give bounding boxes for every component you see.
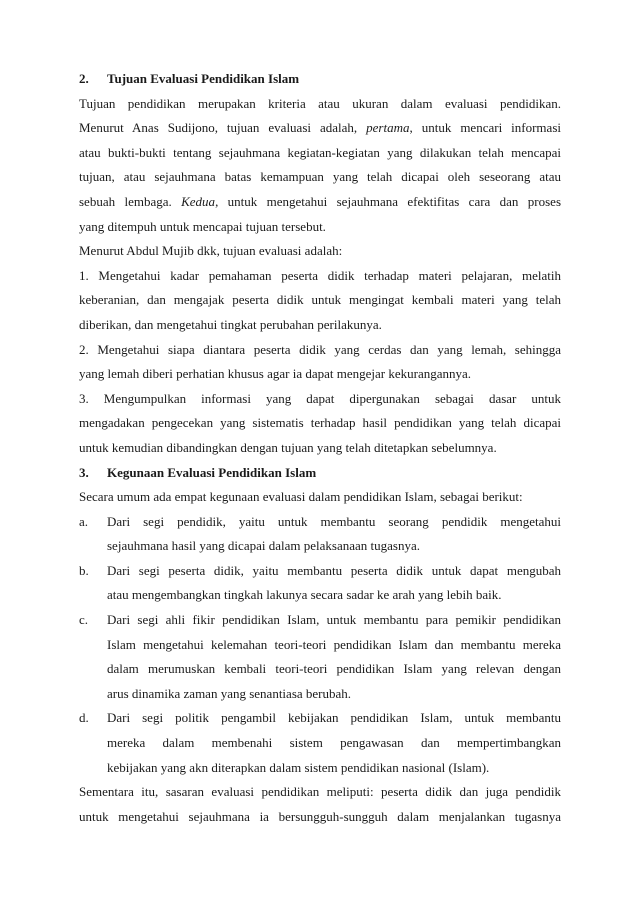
text-line: untuk mengetahui sejauhmana ia bersungguh-sungguh dalam menjalankan tugasnya <box>79 808 561 824</box>
text-line <box>79 116 561 141</box>
text-line: 1. Mengetahui kadar pemahaman peserta didik terhadap materi pelajaran, melatih <box>79 267 561 283</box>
text-line: untuk kemudian dibandingkan dengan tujuan yang telah ditetapkan sebelumnya. <box>79 439 497 455</box>
text-line: Secara umum ada empat kegunaan evaluasi dalam pendidikan Islam, sebagai berikut: <box>79 489 523 505</box>
text-segment: , untuk mencari informasi <box>409 120 561 136</box>
list-item <box>79 510 561 559</box>
numbered-list <box>79 264 561 461</box>
list-marker: c. <box>79 612 89 628</box>
text-line: Dari segi peserta didik, yaitu membantu peserta didik untuk dapat mengubah <box>107 562 561 578</box>
italic-term-pertama: pertama <box>366 120 410 136</box>
text-line: yang ditempuh untuk mencapai tujuan tersebut. <box>79 218 326 234</box>
text-line: yang lemah diberi perhatian khusus agar ia dapat mengejar kekurangannya. <box>79 366 472 382</box>
text-line: mereka dalam membenahi sistem pengawasan dan mempertimbangkan <box>107 735 561 751</box>
list-item <box>79 559 561 608</box>
heading-text: Kegunaan Evaluasi Pendidikan Islam <box>107 464 317 480</box>
text-line: diberikan, dan mengetahui tingkat perubahan perilakunya. <box>79 316 382 332</box>
text-line: arus dinamika zaman yang senantiasa berubah. <box>107 685 352 701</box>
text-line: keberanian, dan mengajak peserta didik untuk mengingat kembali materi yang telah <box>79 292 561 308</box>
text-line: 3. Mengumpulkan informasi yang dapat dipergunakan sebagai dasar untuk <box>79 390 561 406</box>
text-line: Dari segi politik pengambil kebijakan pendidikan Islam, untuk membantu <box>107 710 561 726</box>
paragraph-sasaran <box>79 780 561 829</box>
text-line: Menurut Abdul Mujib dkk, tujuan evaluasi adalah: <box>79 243 343 259</box>
text-line: kebijakan yang akn diterapkan dalam sistem pendidikan nasional (Islam). <box>107 759 490 775</box>
list-item <box>79 608 561 706</box>
text-segment: Menurut Anas Sudijono, tujuan evaluasi adalah, <box>79 120 358 136</box>
heading-text: Tujuan Evaluasi Pendidikan Islam <box>107 71 300 86</box>
text-line: Tujuan pendidikan merupakan kriteria atau ukuran dalam evaluasi pendidikan. <box>79 95 561 111</box>
section-heading-tujuan <box>79 67 561 92</box>
list-marker: d. <box>79 710 89 726</box>
section-heading-kegunaan <box>79 461 561 486</box>
text-line: atau bukti-bukti tentang sejauhmana kegiatan-kegiatan yang dilakukan telah mencapai <box>79 144 561 160</box>
italic-term-kedua: Kedua <box>181 193 216 209</box>
text-line: dalam merumuskan kembali teori-teori pendidikan Islam yang relevan dengan <box>107 661 561 677</box>
lettered-list <box>79 510 561 781</box>
list-item <box>79 387 561 461</box>
text-line: Dari segi pendidik, yaitu untuk membantu seorang pendidik mengetahui <box>107 513 561 529</box>
heading-number: 2. <box>79 71 89 86</box>
text-line: sejauhmana hasil yang dicapai dalam pelaksanaan tugasnya. <box>107 538 420 554</box>
paragraph-tujuan <box>79 92 561 240</box>
text-segment: sebuah lembaga. <box>79 193 172 209</box>
document-page <box>79 67 561 829</box>
list-marker: b. <box>79 562 89 578</box>
text-line: mengadakan pengecekan yang sistematis terhadap hasil pendidikan yang telah dicapai <box>79 415 561 431</box>
text-line: Dari segi ahli fikir pendidikan Islam, untuk membantu para pemikir pendidikan <box>107 612 561 628</box>
text-line <box>79 190 561 215</box>
text-segment: , untuk mengetahui sejauhmana efektifitas cara dan proses <box>215 193 562 209</box>
text-line: Islam mengetahui kelemahan teori-teori pendidikan Islam dan membantu mereka <box>107 636 561 652</box>
list-marker: a. <box>79 513 89 529</box>
list-item <box>79 338 561 387</box>
text-line: 2. Mengetahui siapa diantara peserta didik yang cerdas dan yang lemah, sehingga <box>79 341 561 357</box>
text-line: tujuan, atau sejauhmana batas kemampuan yang telah dicapai oleh seseorang atau <box>79 169 561 185</box>
list-item <box>79 706 561 780</box>
heading-number: 3. <box>79 464 89 480</box>
text-line: Sementara itu, sasaran evaluasi pendidikan meliputi: peserta didik dan juga pendidik <box>79 784 561 800</box>
list-item <box>79 264 561 338</box>
text-line: atau mengembangkan tingkah lakunya secara sadar ke arah yang lebih baik. <box>107 587 502 603</box>
